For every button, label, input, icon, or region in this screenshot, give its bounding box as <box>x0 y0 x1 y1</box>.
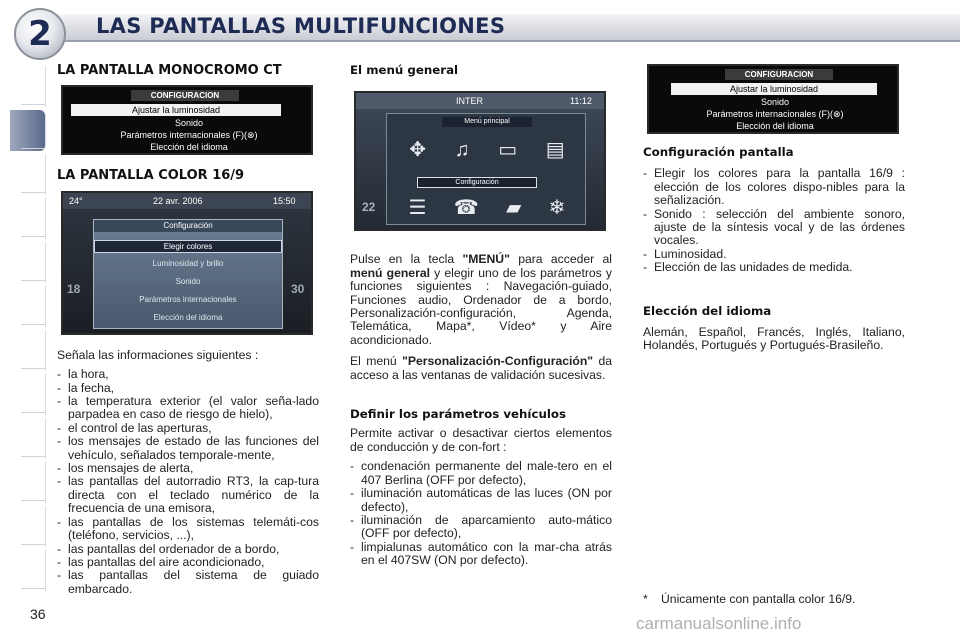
list-item: - Elegir los colores para la pantalla 16/9 : elección de los colores dispo-nibles para la señalización. <box>643 167 905 207</box>
personalization-paragraph <box>350 355 612 382</box>
column-right <box>643 64 905 353</box>
text-span: da acceso a las ventanas de validación sucesivas. <box>350 354 613 382</box>
list-item: - las pantallas del autorradio RT3, la cap-tura directa con el teclado numérico de la frecuencia de una emisora, <box>57 475 319 515</box>
text-span: Pulse en la tecla <box>350 252 455 267</box>
heading-screen-config: Configuración pantalla <box>643 145 794 159</box>
list-item: - Elección de las unidades de medida. <box>643 261 905 274</box>
mono-screen-header: CONFIGURACION <box>131 90 239 101</box>
navigation-icon: ✥ <box>409 138 427 161</box>
menu-screen-selected: Configuración <box>417 177 537 188</box>
climate-icon: ❄ <box>548 196 566 219</box>
page-number: 36 <box>30 606 46 622</box>
color-screen-selected: Elegir colores <box>94 240 282 253</box>
chapter-tab <box>0 506 46 547</box>
color-screen-side-right: 30 <box>291 281 305 296</box>
menu-screen-image <box>354 91 606 231</box>
mono-screen-item: Sonido <box>174 118 204 129</box>
chapter-tab <box>0 198 46 239</box>
intro-text: Señala las informaciones siguientes : <box>57 347 259 362</box>
language-list-text: Alemán, Español, Francés, Inglés, Italiano, Holandés, Portugués y Portugués-Brasileño. <box>643 325 905 353</box>
mono-screen-item: Parámetros internacionales (F)(⊗) <box>706 109 844 119</box>
list-item: - las pantallas del sistema de guiado embarcado. <box>57 569 319 596</box>
chapter-tab <box>0 550 46 591</box>
chapter-tab <box>0 418 46 459</box>
chapter-tabs <box>0 66 46 594</box>
audio-icon: ♫ <box>454 138 470 161</box>
menu-key-label: "MENÚ" <box>462 252 510 267</box>
footnote <box>643 593 905 606</box>
color-screen-item: Sonido <box>175 276 201 286</box>
list-item: - las pantallas del ordenador de a bordo, <box>57 543 319 556</box>
color-screen-item: Parámetros internacionales <box>139 294 237 304</box>
list-item: - las pantallas de los sistemas telemáti-cos (teléfono, servicios, ...), <box>57 516 319 543</box>
chapter-tab <box>0 154 46 195</box>
list-item: - la temperatura exterior (el valor seña-lado parpadea en caso de riesgo de hielo), <box>57 395 319 422</box>
menu-icons-row <box>395 136 579 164</box>
chapter-tab <box>0 374 46 415</box>
mono-screen-image <box>647 64 899 134</box>
list-item: - los mensajes de alerta, <box>57 462 319 475</box>
mono-screen-item: Elección del idioma <box>150 142 228 153</box>
heading-color-screen: LA PANTALLA COLOR 16/9 <box>57 168 245 184</box>
list-item: - limpialunas automático con la mar-cha atrás en el 407SW (ON por defecto). <box>350 541 612 568</box>
mono-screen-selected: Ajustar la luminosidad <box>671 83 877 95</box>
list-item: - el control de las aperturas, <box>57 422 319 435</box>
computer-icon: ▭ <box>498 138 518 161</box>
list-item: - condenación permanente del male-tero en el 407 Berlina (OFF por defecto), <box>350 460 612 487</box>
mono-screen-item: Elección del idioma <box>736 121 814 131</box>
color-screen-item: Luminosidad y brillo <box>152 258 224 268</box>
mono-screen-item: Sonido <box>760 97 790 107</box>
color-screen-side-left: 18 <box>67 281 81 296</box>
color-screen-panel <box>93 219 283 329</box>
color-screen-panel-title: Configuración <box>94 220 282 232</box>
footnote-line <box>643 593 905 606</box>
chapter-tab <box>0 286 46 327</box>
mono-screen-header: CONFIGURACION <box>725 69 833 80</box>
menu-screen-time: 11:12 <box>570 96 592 107</box>
heading-vehicle-params: Definir los parámetros vehículos <box>350 407 567 422</box>
color-screen-date: 22 avr. 2006 <box>153 195 203 206</box>
page-title: LAS PANTALLAS MULTIFUNCIONES <box>96 14 506 38</box>
column-left <box>57 64 319 596</box>
color-screen-item: Elección del idioma <box>153 312 223 322</box>
mono-screen-item: Parámetros internacionales (F)(⊗) <box>120 130 258 141</box>
list-item: - las pantallas del aire acondicionado, <box>57 556 319 569</box>
vehicle-params-list <box>350 460 612 567</box>
telematics-icon: ☎ <box>453 196 479 219</box>
chapter-tab-active <box>10 110 46 151</box>
color-screen-time: 15:50 <box>273 195 296 206</box>
heading-mono-screen: LA PANTALLA MONOCROMO CT <box>57 63 282 78</box>
list-item: - iluminación de aparcamiento auto-mático (OFF por defecto), <box>350 514 612 541</box>
personalization-label: "Personalización-Configuración" <box>402 354 594 369</box>
list-item: - la hora, <box>57 368 319 381</box>
chapter-tab <box>0 330 46 371</box>
screen-config-list <box>643 167 905 274</box>
mono-screen-image <box>61 85 313 155</box>
chapter-tab <box>0 242 46 283</box>
info-list <box>57 368 319 596</box>
color-screen-image <box>61 191 313 335</box>
vehicle-params-intro: Permite activar o desactivar ciertos elementos de conducción y de con-fort : <box>350 426 612 454</box>
footnote-text: Únicamente con pantalla color 16/9. <box>661 592 856 606</box>
menu-icons-row <box>395 194 579 222</box>
menu-screen-panel <box>386 113 586 225</box>
settings-icon: ☰ <box>408 196 427 219</box>
color-screen-topbar <box>63 193 311 209</box>
menu-screen-topbar <box>356 93 604 109</box>
text-span: para acceder al <box>518 252 613 267</box>
heading-general-menu: El menú general <box>350 63 459 77</box>
list-item: - Sonido : selección del ambiente sonoro, ajuste de la síntesis vocal y de las órdenes vocales. <box>643 208 905 248</box>
menu-paragraph <box>350 253 612 347</box>
list-item: - los mensajes de estado de las funciones del vehículo, señalados temporale-mente, <box>57 435 319 462</box>
menu-screen-label: INTER <box>456 96 483 107</box>
color-screen-temp: 24° <box>69 195 83 206</box>
text-span: y elegir uno de los parámetros y funciones siguientes : Navegación-guiado, Funciones audio, Ordenador de a bordo, Personalización-configuración, Agenda, Telemática, Mapa*, Vídeo* y Aire acondicionado. <box>350 265 612 347</box>
heading-language: Elección del idioma <box>643 303 772 318</box>
list-item: - la fecha, <box>57 382 319 395</box>
chapter-tab <box>0 462 46 503</box>
menu-screen-panel-title: Menú principal <box>442 117 532 127</box>
agenda-icon: ▤ <box>545 138 565 161</box>
column-middle <box>350 64 612 568</box>
footnote-marker: * <box>643 592 648 606</box>
list-item: - Luminosidad. <box>643 248 905 261</box>
list-item: - iluminación automáticas de las luces (ON por defecto), <box>350 487 612 514</box>
watermark: carmanualsonline.info <box>636 614 802 633</box>
menu-screen-side-left: 22 <box>362 200 376 215</box>
chapter-badge: 2 <box>14 8 66 60</box>
chapter-tab <box>0 66 46 107</box>
page-header <box>0 0 960 52</box>
general-menu-label: menú general <box>350 265 430 280</box>
mono-screen-selected: Ajustar la luminosidad <box>71 104 281 116</box>
text-span: El menú <box>350 354 397 369</box>
map-icon: ▰ <box>505 196 522 219</box>
